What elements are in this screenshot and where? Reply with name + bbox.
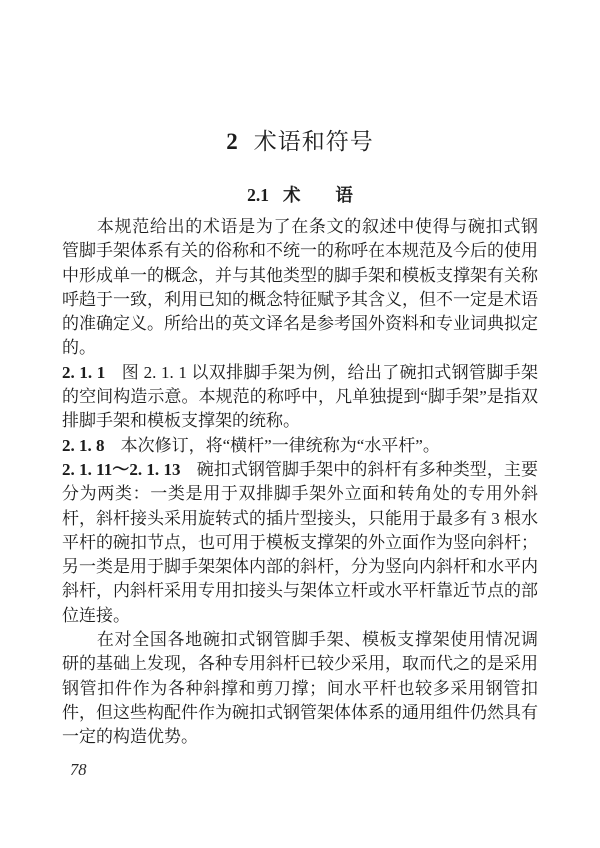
paragraph-text: 图 2. 1. 1 以双排脚手架为例，给出了碗扣式钢管脚手架的空间构造示意。本规范的称呼中，凡单独提到“脚手架”是指双排脚手架和模板支撑架的统称。 — [62, 362, 539, 431]
section-title — [0, 183, 600, 207]
chapter-title-text: 术语和符号 — [253, 129, 374, 154]
paragraph-closing — [62, 628, 538, 749]
paragraph-clause-2-1-11-to-2-1-13 — [62, 458, 538, 628]
section-number: 2.1 — [247, 185, 269, 205]
chapter-title — [0, 0, 600, 158]
paragraph-text: 本次修订，将“横杆”一律统称为“水平杆”。 — [120, 435, 440, 455]
clause-label: 2. 1. 11～2. 1. 13 — [62, 459, 181, 479]
section-title-text: 术 语 — [282, 185, 353, 205]
body-text — [62, 215, 538, 750]
clause-label: 2. 1. 1 — [62, 362, 106, 382]
chapter-number: 2 — [226, 129, 238, 154]
paragraph-text: 本规范给出的术语是为了在条文的叙述中使得与碗扣式钢管脚手架体系有关的俗称和不统一的称呼在本规范及今后的使用中形成单一的概念，并与其他类型的脚手架和模板支撑架有关称呼趋于一致，利用已知的概念特征赋予其含义，但不一定是术语的准确定义。所给出的英文译名是参考国外资料和专业词典拟定的。 — [62, 217, 538, 358]
paragraph-text: 碗扣式钢管脚手架中的斜杆有多种类型，主要分为两类：一类是用于双排脚手架外立面和转角处的专用外斜杆，斜杆接头采用旋转式的插片型接头，只能用于最多有 3 根水平杆的碗扣节点，也可用于模板支撑架的外立面作为竖向斜杆；另一类是用于脚手架架体内部的斜杆，分为竖向内斜杆和水平内斜杆，内斜杆采用专用扣接头与架体立杆或水平杆靠近节点的部位连接。 — [62, 459, 539, 625]
paragraph-intro — [62, 215, 538, 361]
page-number: 78 — [70, 760, 87, 779]
paragraph-clause-2-1-1 — [62, 361, 538, 434]
paragraph-text: 在对全国各地碗扣式钢管脚手架、模板支撑架使用情况调研的基础上发现，各种专用斜杆已较少采用，取而代之的是采用钢管扣件作为各种斜撑和剪刀撑；间水平杆也较多采用钢管扣件，但这些构配件作为碗扣式钢管架体体系的通用组件仍然具有一定的构造优势。 — [62, 630, 538, 747]
paragraph-clause-2-1-8 — [62, 434, 538, 458]
clause-label: 2. 1. 8 — [62, 435, 105, 455]
